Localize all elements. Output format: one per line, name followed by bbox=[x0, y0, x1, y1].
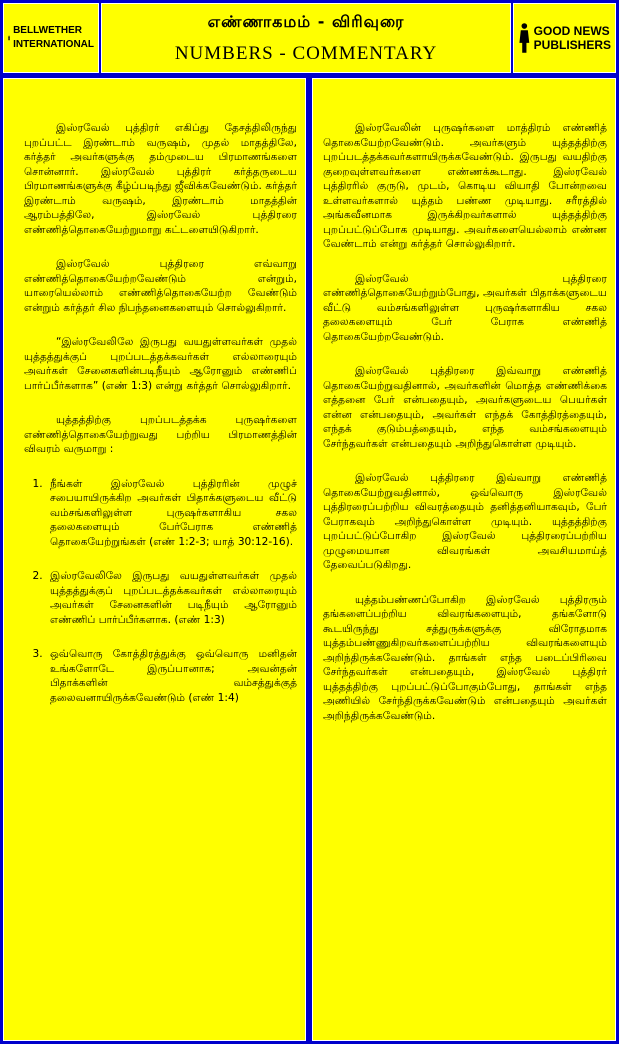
logo-left-line1: BELLWETHER bbox=[13, 25, 82, 36]
title-tamil: எண்ணாகமம் - விரிவுரை bbox=[207, 12, 405, 31]
bellwether-logo bbox=[3, 3, 99, 73]
right-column bbox=[312, 78, 616, 1041]
logo-left-text bbox=[13, 24, 94, 52]
left-paragraph: “இஸ்ரவேலிலே இருபது வயதுள்ளவர்கள் முதல் யுத்தத்துக்குப் புறப்படத்தக்கவர்கள் எல்லாரையும் அவர்கள் சேனைகளின்படிநீயும் ஆரோனும் எண்ணிப் பார்ப்பீர்களாக” (எண் 1:3) என்று கர்த்தர் சொல்லுகிறார். bbox=[24, 336, 297, 392]
left-paragraph: யுத்தத்திற்கு புறப்படத்தக்க புருஷர்களை எண்ணித்தொகையேற்றுவது பற்றிய பிரமாணத்தின் விவரம் வருமாறு : bbox=[24, 414, 297, 455]
right-paragraph: இஸ்ரவேல் புத்திரரை இவ்வாறு எண்ணித் தொகையேற்றுவதினால், ஒவ்வொரு இஸ்ரவேல் புத்திரரைப்பற்றிய விவரத்தையும் தனித்தனியாகவும், பேர் பேராகவும் அறிந்துகொள்ள முடியும். யுத்தத்திற்கு புறப்பட்டுப்போகிற இஸ்ரவேல் புத்திரரைப்பற்றிய முழுமையான விவரங்கள் அவசியமாய்த் தேவைப்படுகிறது. bbox=[323, 472, 607, 571]
good-news-logo bbox=[513, 3, 616, 73]
list-item: 2. இஸ்ரவேலிலே இருபது வயதுள்ளவர்கள் முதல் யுத்தத்துக்குப் புறப்படத்தக்கவர்கள் எல்லாரையும் அவர்கள் சேனைகளின் படிநீயும் ஆரோனும் எண்ணிப் பார்ப்பீர்களாக. (எண் 1:3) bbox=[46, 569, 297, 627]
list-item: 1. நீங்கள் இஸ்ரவேல் புத்திரரின் முழுச் சபையாயிருக்கிற அவர்கள் பிதாக்களுடைய வீட்டு வம்சங்களிலுள்ள புருஷர்களாகிய சகல தலைகளையும் பேர்பேராக எண்ணித் தொகையேற்றுங்கள் (எண் 1:2-3; யாத் 30:12-16). bbox=[46, 477, 297, 550]
good-news-figure-icon bbox=[518, 15, 531, 61]
logo-right-line1: GOOD NEWS bbox=[533, 24, 610, 38]
title-english: NUMBERS - COMMENTARY bbox=[174, 43, 438, 64]
right-paragraph: இஸ்ரவேல் புத்திரரை இவ்வாறு எண்ணித் தொகையேற்றுவதினால், அவர்களின் மொத்த எண்ணிக்கை எத்தனை பேர் என்பதையும், அவர்களுடைய பெயர்கள் என்ன என்பதையும், அவர்கள் எந்தக் கோத்திரத்தையும், எந்தக் குடும்பத்தையும், எந்த வம்சங்களையும் சேர்ந்தவர்கள் என்பதையும் அறிந்துகொள்ள முடியும். bbox=[323, 365, 607, 450]
left-paragraph: இஸ்ரவேல் புத்திரரை எவ்வாறு எண்ணித்தொகையேற்றவேண்டும் என்றும், யாரையெல்லாம் எண்ணித்தொகையேற்ற வேண்டும் என்றும் கர்த்தர் சில நிபந்தனைகளையும் சொல்லுகிறார். bbox=[24, 258, 297, 314]
left-column bbox=[3, 78, 306, 1041]
title-banner bbox=[101, 3, 511, 73]
logo-right-text bbox=[534, 24, 611, 52]
right-paragraph: யுத்தம்பண்ணப்போகிற இஸ்ரவேல் புத்திரரும் தங்களைப்பற்றிய விவரங்களையும், தங்களோடு கூடயிருந்து சத்துருக்களுக்கு விரோதமாக யுத்தம்பண்ணுகிறவர்களைப்பற்றிய விவரங்களையும் அறிந்திருக்கவேண்டும். தாங்கள் எந்த படைப்பிரிவை சேர்ந்தவர்கள் என்பதையும், இஸ்ரவேல் புத்திரர் யுத்தத்திற்கு புறப்பட்டுப்போகும்போது, தாங்கள் எந்த அணியில் சேர்ந்திருக்கவேண்டும் என்பதையும் அவர்கள் அறிந்திருக்கவேண்டும். bbox=[323, 593, 607, 722]
list-item: 3. ஒவ்வொரு கோத்திரத்துக்கு ஒவ்வொரு மனிதன் உங்களோடே இருப்பானாக; அவன்தன் பிதாக்களின் வம்சத்துக்குத் தலைவனாயிருக்கவேண்டும் (எண் 1:4) bbox=[46, 647, 297, 705]
ordinance-list bbox=[24, 477, 297, 706]
logo-left-line2: INTERNATIONAL bbox=[13, 39, 94, 50]
right-paragraph: இஸ்ரவேல் புத்திரரை எண்ணித்தொகையேற்றும்போது, அவர்கள் பிதாக்களுடைய வீட்டு வம்சங்களிலுள்ள புருஷர்களாகிய சகல தலைகளையும் பேர் பேராக எண்ணித் தொகையேற்றவேண்டும். bbox=[323, 272, 607, 343]
right-paragraph: இஸ்ரவேலின் புருஷர்களை மாத்திரம் எண்ணித் தொகையேற்றவேண்டும். அவர்களும் யுத்தத்திற்கு புறப்படத்தக்கவர்களாயிருக்கவேண்டும். இருபது வயதிற்கு குறைவுள்ளவர்களை எண்ணக்கூடாது. இஸ்ரவேல் புத்திரரில் குருடு, முடம், கொடிய வியாதி போன்றவை உள்ளவர்களால் யுத்தம் பண்ண முடியாது. சரீரத்தில் அங்கவீனமாக இருக்கிறவர்களால் யுத்தத்திற்கு புறப்பட்டுப்போக முடியாது. அவர்களையெல்லாம் எண்ண வேண்டாம் என்று கர்த்தர் சொல்லுகிறார். bbox=[323, 122, 607, 250]
bellwether-ram-icon bbox=[8, 15, 10, 61]
logo-right-line2: PUBLISHERS bbox=[533, 38, 611, 52]
left-paragraph: இஸ்ரவேல் புத்திரர் எகிப்து தேசத்திலிருந்து புறப்பட்ட இரண்டாம் வருஷம், முதல் மாதத்திலே, கர்த்தர் அவர்களுக்கு தம்முடைய பிரமாணங்களை சொன்னார். இஸ்ரவேல் புத்திரர் கர்த்தருடைய பிரமாணங்களுக்கு கீழ்ப்படிந்து ஜீவிக்கவேண்டும். கர்த்தர் இரண்டாம் வருஷம், இரண்டாம் மாதத்தின் ஆரம்பத்திலே, இஸ்ரவேல் புத்திரரை எண்ணித்தொகையேற்றுமாறு கட்டளையிடுகிறார். bbox=[24, 122, 297, 236]
